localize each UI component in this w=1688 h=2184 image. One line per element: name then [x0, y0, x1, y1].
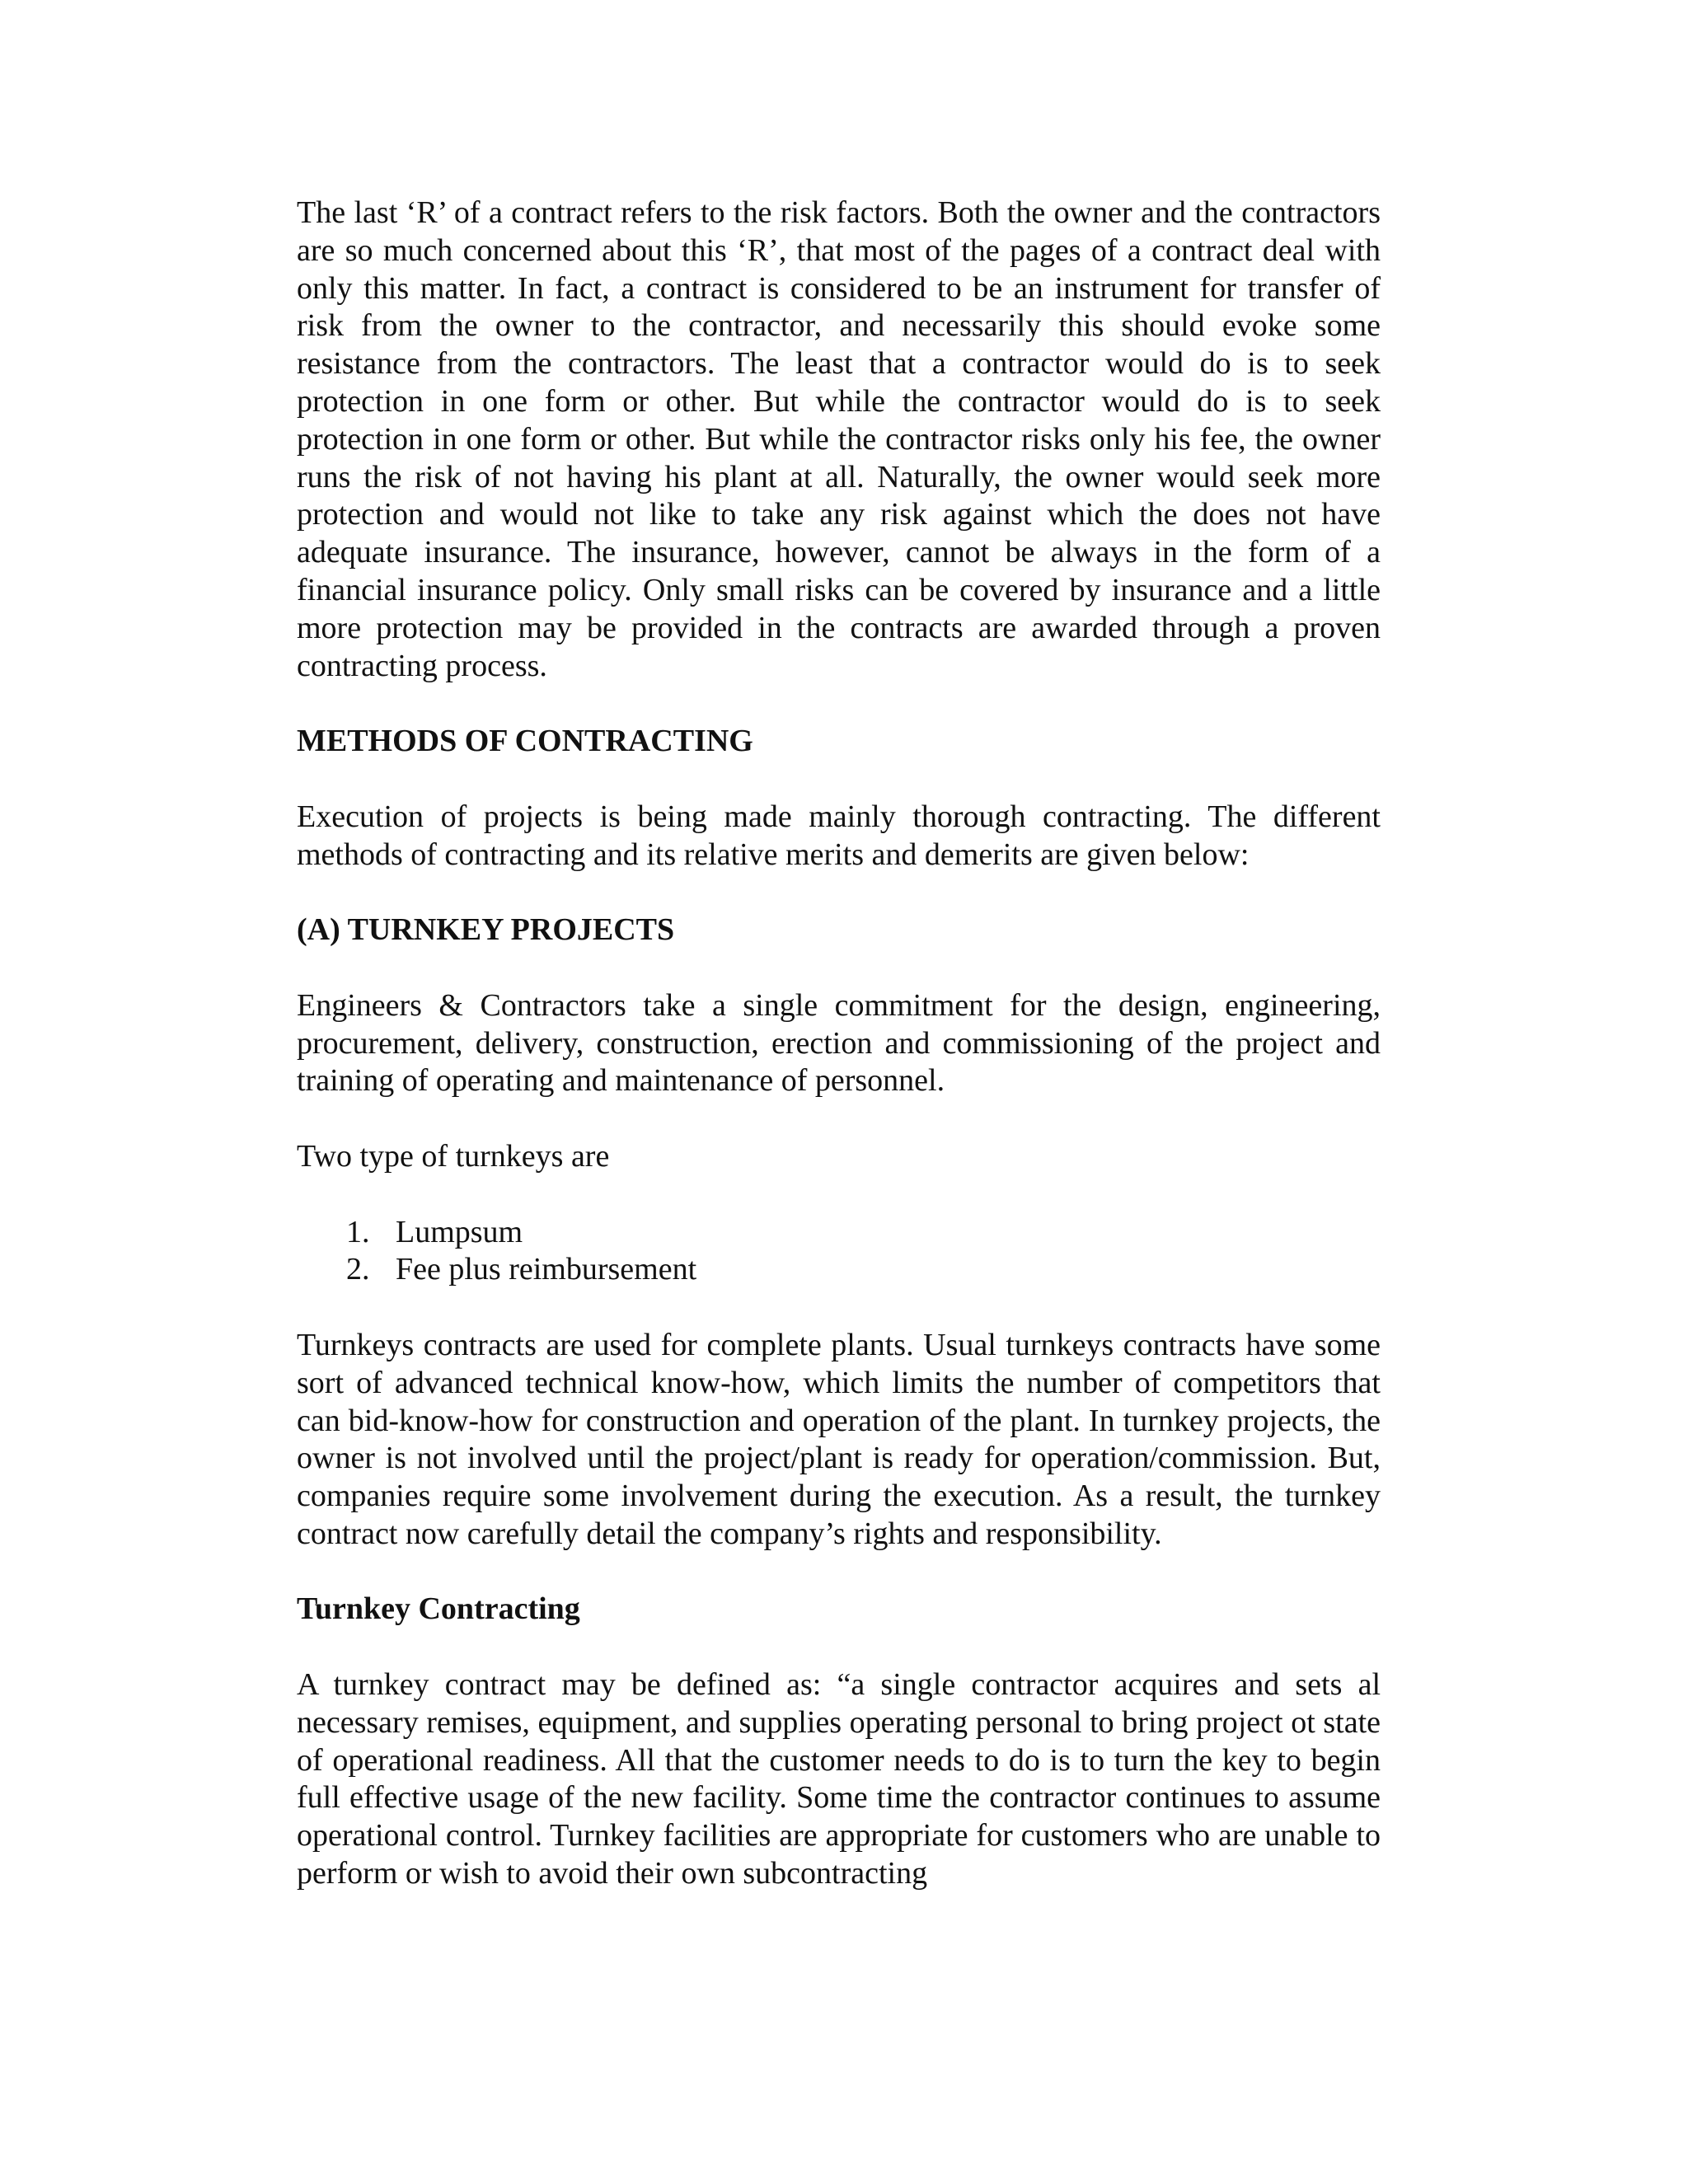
list-item-text: Fee plus reimbursement [396, 1252, 697, 1287]
list-item [297, 1214, 1381, 1252]
paragraph-turnkeys-contracts: Turnkeys contracts are used for complete plants. Usual turnkeys contracts have some sort of advanced technical know-how, which limits the number of competitors that can bid-know-how for construction and operation of the plant. In turnkey projects, the owner is not involved until the project/plant is ready for operation/commission. But, companies require some involvement during the execution. As a result, the turnkey contract now carefully detail the company’s rights and responsibility. [297, 1327, 1381, 1551]
paragraph-two-types: Two type of turnkeys are [297, 1138, 610, 1174]
paragraph-methods-intro: Execution of projects is being made mainly thorough contracting. The different methods of contracting and its relative merits and demerits are given below: [297, 799, 1381, 872]
heading-methods-of-contracting: METHODS OF CONTRACTING [297, 724, 753, 759]
document-page [297, 194, 1381, 1893]
list-item-number: 2. [346, 1252, 370, 1287]
list-item [297, 1251, 1381, 1289]
heading-turnkey-projects: (A) TURNKEY PROJECTS [297, 912, 675, 948]
paragraph-turnkey-definition: A turnkey contract may be defined as: “a single contractor acquires and sets al necessary remises, equipment, and supplies operating personal to bring project ot state of operational readiness. All that the customer needs to do is to turn the key to begin full effective usage of the new facility. Some time the contractor continues to assume operational control. Turnkey facilities are appropriate for customers who are unable to perform or wish to avoid their own subcontracting [297, 1667, 1381, 1891]
heading-turnkey-contracting: Turnkey Contracting [297, 1591, 580, 1627]
turnkey-types-list [297, 1214, 1381, 1290]
list-item-text: Lumpsum [396, 1214, 523, 1249]
list-item-number: 1. [346, 1214, 370, 1249]
paragraph-risk-factors: The last ‘R’ of a contract refers to the risk factors. Both the owner and the contractors are so much concerned about this ‘R’, that most of the pages of a contract deal with only this matter. In fact, a contract is considered to be an instrument for transfer of risk from the owner to the contractor, and necessarily this should evoke some resistance from the contractors. The least that a contractor would do is to seek protection in one form or other. But while the contractor would do is to seek protection in one form or other. But while the contractor risks only his fee, the owner runs the risk of not having his plant at all. Naturally, the owner would seek more protection and would not like to take any risk against which the does not have adequate insurance. The insurance, however, cannot be always in the form of a financial insurance policy. Only small risks can be covered by insurance and a little more protection may be provided in the contracts are awarded through a proven contracting process. [297, 195, 1381, 683]
paragraph-engineers-contractors: Engineers & Contractors take a single commitment for the design, engineering, procurement, delivery, construction, erection and commissioning of the project and training of operating and maintenance of personnel. [297, 987, 1381, 1099]
